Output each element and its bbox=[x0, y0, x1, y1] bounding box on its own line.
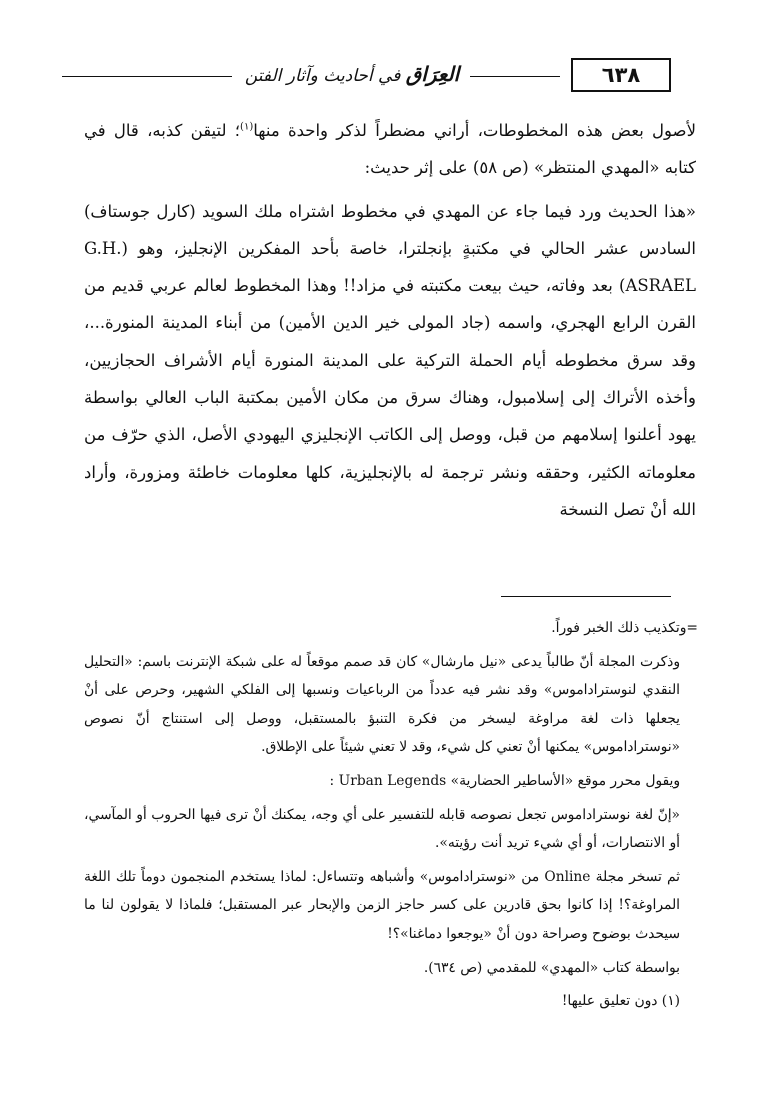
footnote-separator bbox=[501, 596, 671, 597]
footnote-paragraph-5: بواسطة كتاب «المهدي» للمقدمي (ص ٦٣٤). bbox=[423, 959, 680, 976]
main-text bbox=[84, 112, 696, 528]
footnote-reference: (١) bbox=[240, 121, 254, 133]
footnotes bbox=[84, 614, 698, 1016]
book-title-main: العِرَاق bbox=[405, 62, 460, 86]
book-title bbox=[238, 62, 466, 86]
footnote-1: (١) دون تعليق عليها! bbox=[561, 993, 680, 1010]
footnote-paragraph-1: وذكرت المجلة أنّ طالباً يدعى «نيل مارشال» كان قد صمم موقعاً له على شبكة الإنترنت باسم: «التحليل النقدي لنوستراداموس» وقد نشر فيه عدداً من الرباعيات ونسبها إلى الفلكي الشهير، وحرص على أنْ يجعلها ذات لغة مراوغة ليسخر من فكرة التنبؤ بالمستقبل، ووصل إلى استنتاج أنّ نصوص «نوستراداموس» يمكنها أنْ تعني كل شيء، وقد لا تعني شيئاً على الإطلاق. bbox=[84, 653, 680, 756]
footnote-paragraph-4: ثم تسخر مجلة Online من «نوستراداموس» وأشباهه وتتساءل: لماذا يستخدم المنجمون دوماً تلك اللغة المراوغة؟! إذا كانوا بحق قادرين على كسر حاجز الزمن والإبحار عبر المستقبل؛ فلماذا لا يقولون لنا ما سيحدث بوضوح وصراحة دون أنْ «يوجعوا دماغنا»؟! bbox=[84, 868, 680, 942]
intro-paragraph bbox=[84, 112, 696, 187]
header-rule-middle bbox=[470, 76, 560, 77]
header-rule-left bbox=[62, 76, 232, 77]
footnote-continuation: =وتكذيب ذلك الخبر فوراً. bbox=[551, 620, 698, 636]
book-title-rest: في أحاديث وآثار الفتن bbox=[244, 66, 401, 86]
running-header bbox=[62, 58, 671, 94]
footnote-paragraph-2: ويقول محرر موقع «الأساطير الحضارية» Urban Legends : bbox=[329, 772, 680, 789]
intro-text-end: ؛ لتيقن كذبه، قال في كتابه «المهدي المنتظر» (ص ٥٨) على إثر حديث: bbox=[84, 121, 696, 178]
quoted-passage: «هذا الحديث ورد فيما جاء عن المهدي في مخطوط اشتراه ملك السويد (كارل جوستاف) السادس عشر الحالي في مكتبةٍ بإنجلترا، خاصة بأحد المفكرين الإنجليز، وهو (G.H. ASRAEL) بعد وفاته، حيث بيعت مكتبته في مزاد!! وهذا المخطوط لعالم عربي قديم من القرن الرابع الهجري، واسمه (جاد المولى خير الدين الأمين) من أبناء المدينة المنورة...، وقد سرق مخطوطه أيام الحملة التركية على المدينة المنورة أيام الأشراف الحجازيين، وأخذه الأتراك إلى إسلامبول، وهناك سرق من مكان الأمين بمكتبة الباب العالي بواسطة يهود أعلنوا إسلامهم من قبل، ووصل إلى الكاتب الإنجليزي اليهودي الأصل، الذي حرّف من معلوماته الكثير، وحققه ونشر ترجمة له بالإنجليزية، كلها معلومات خاطئة ومزورة، وأراد الله أنْ تصل النسخة bbox=[84, 201, 696, 519]
page-number: ٦٣٨ bbox=[571, 58, 671, 92]
intro-text-start: لأصول بعض هذه المخطوطات، أراني مضطراً لذكر واحدة منها bbox=[253, 121, 696, 140]
footnote-paragraph-3: «إنّ لغة نوستراداموس تجعل نصوصه قابله للتفسير على أي وجه، يمكنك أنْ ترى فيها الحروب أو المآسي، أو الانتصارات، أو أي شيء تريد أنت رؤيته». bbox=[84, 806, 680, 852]
